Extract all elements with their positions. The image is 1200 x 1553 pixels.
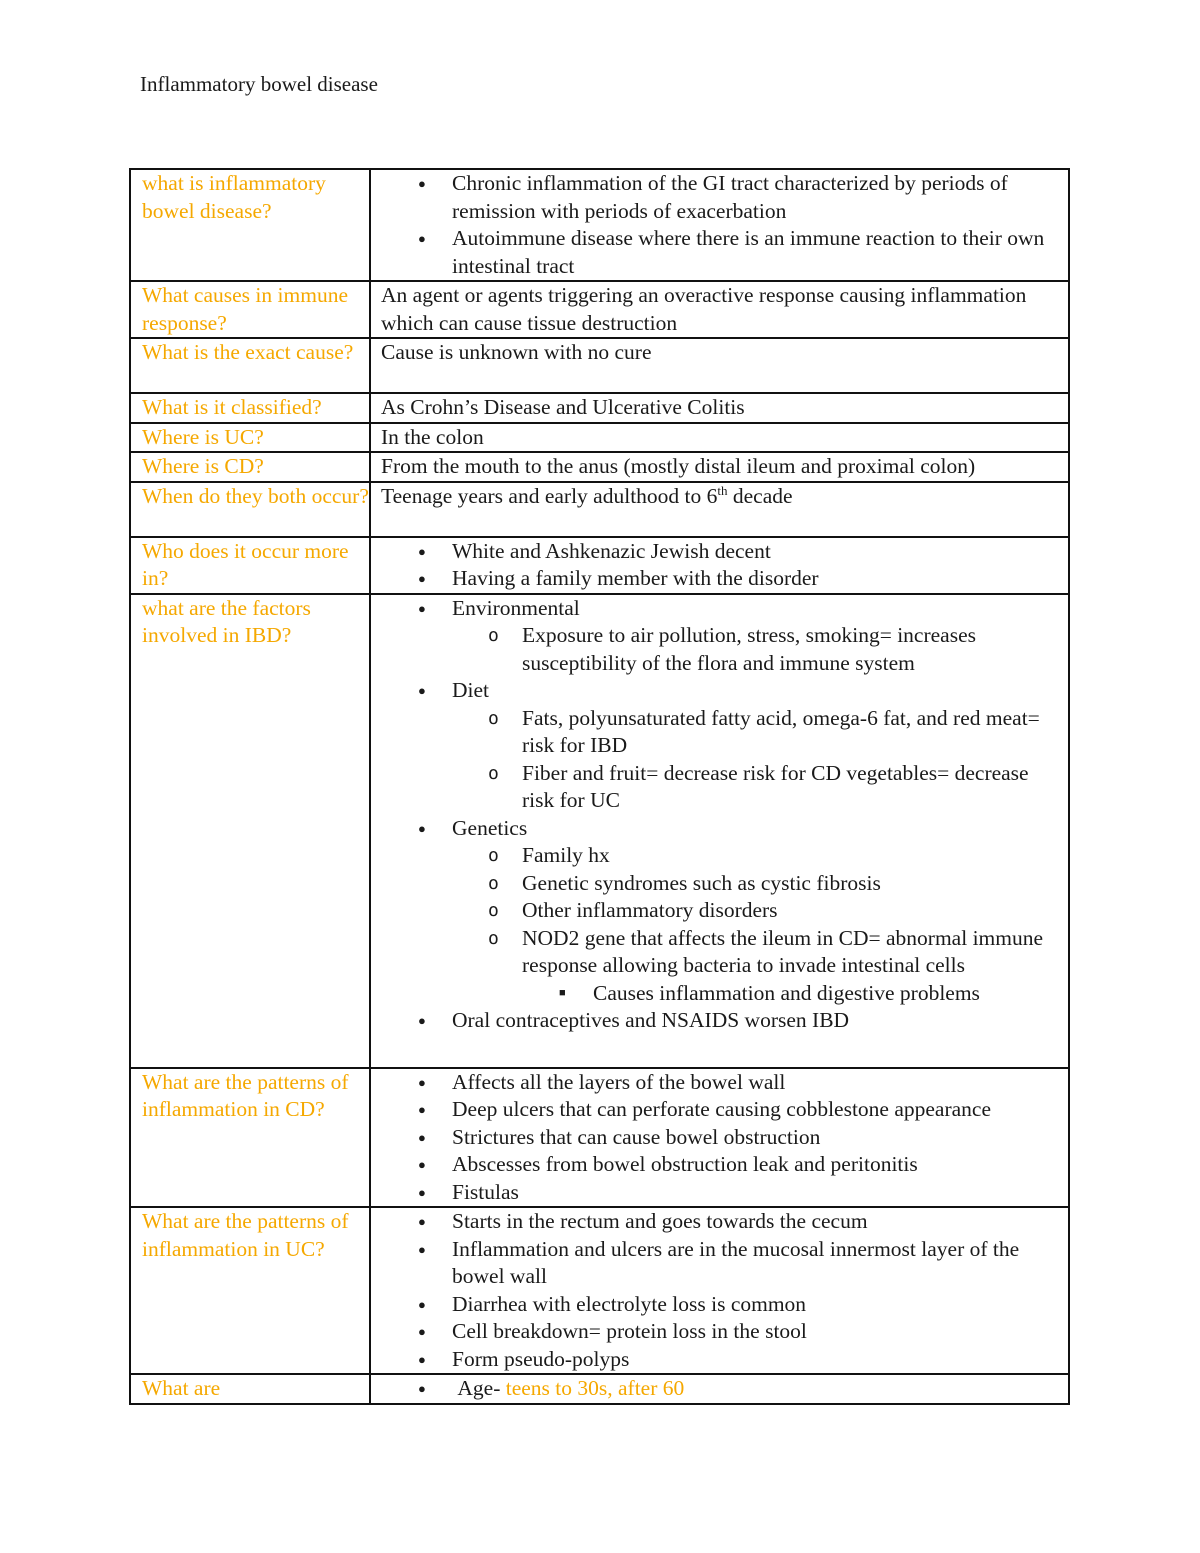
list-item: ● Oral contraceptives and NSAIDS worsen IBD	[381, 1007, 1060, 1035]
ibd-notes-table	[129, 168, 1070, 1405]
question-cell: What is the exact cause?	[130, 338, 370, 393]
list-item: o Exposure to air pollution, stress, smoking= increases susceptibility of the flora and immune system	[381, 622, 1060, 677]
list-item: ● Age- teens to 30s, after 60	[381, 1375, 1060, 1403]
table-row	[130, 169, 1069, 281]
table-row	[130, 537, 1069, 594]
list-item: ● Having a family member with the disorder	[381, 565, 1060, 593]
answer-cell: From the mouth to the anus (mostly distal ileum and proximal colon)	[370, 452, 1069, 482]
question-cell: What are	[130, 1374, 370, 1404]
answer-cell: In the colon	[370, 423, 1069, 453]
answer-cell	[370, 537, 1069, 594]
answer-cell	[370, 1374, 1069, 1404]
list-item: ■ Causes inflammation and digestive problems	[381, 980, 1060, 1008]
list-item: ● Strictures that can cause bowel obstruction	[381, 1124, 1060, 1152]
table-row	[130, 482, 1069, 537]
table-row	[130, 338, 1069, 393]
table-row	[130, 423, 1069, 453]
answer-cell	[370, 169, 1069, 281]
list-item: ● Diarrhea with electrolyte loss is common	[381, 1291, 1060, 1319]
question-cell: What causes in immune response?	[130, 281, 370, 338]
list-item: ● Environmental o Exposure to air pollution, stress, smoking= increases susceptibility of the flora and immune system	[381, 595, 1060, 678]
list-item: ● Abscesses from bowel obstruction leak and peritonitis	[381, 1151, 1060, 1179]
table-row	[130, 1374, 1069, 1404]
question-cell: what are the factors involved in IBD?	[130, 594, 370, 1068]
document-title: Inflammatory bowel disease	[140, 72, 378, 96]
question-cell: Where is CD?	[130, 452, 370, 482]
list-item: ● Affects all the layers of the bowel wall	[381, 1069, 1060, 1097]
question-cell: Who does it occur more in?	[130, 537, 370, 594]
list-item: o Family hx	[381, 842, 1060, 870]
list-item: o NOD2 gene that affects the ileum in CD= abnormal immune response allowing bacteria to invade intestinal cells ■ Causes inflammation and digestive problems	[381, 925, 1060, 1008]
question-cell: What are the patterns of inflammation in UC?	[130, 1207, 370, 1374]
question-cell: Where is UC?	[130, 423, 370, 453]
list-item: ● Form pseudo-polyps	[381, 1346, 1060, 1374]
list-item: ● Inflammation and ulcers are in the mucosal innermost layer of the bowel wall	[381, 1236, 1060, 1291]
table-row	[130, 452, 1069, 482]
list-item: ● Cell breakdown= protein loss in the stool	[381, 1318, 1060, 1346]
answer-cell: An agent or agents triggering an overactive response causing inflammation which can cause tissue destruction	[370, 281, 1069, 338]
list-item: ● Chronic inflammation of the GI tract characterized by periods of remission with periods of exacerbation	[381, 170, 1060, 225]
question-cell: What is it classified?	[130, 393, 370, 423]
list-item: ● Autoimmune disease where there is an immune reaction to their own intestinal tract	[381, 225, 1060, 280]
list-item: o Genetic syndromes such as cystic fibrosis	[381, 870, 1060, 898]
answer-cell: As Crohn’s Disease and Ulcerative Colitis	[370, 393, 1069, 423]
table-row	[130, 281, 1069, 338]
list-item: ● White and Ashkenazic Jewish decent	[381, 538, 1060, 566]
table-row	[130, 393, 1069, 423]
question-cell: What are the patterns of inflammation in CD?	[130, 1068, 370, 1208]
answer-cell	[370, 1068, 1069, 1208]
list-item: ● Diet o Fats, polyunsaturated fatty acid, omega-6 fat, and red meat= risk for IBD o Fiber and fruit= decrease risk for CD vegetables= decrease risk for UC	[381, 677, 1060, 815]
list-item: o Fiber and fruit= decrease risk for CD vegetables= decrease risk for UC	[381, 760, 1060, 815]
table-row	[130, 1068, 1069, 1208]
list-item: o Other inflammatory disorders	[381, 897, 1060, 925]
answer-cell: Teenage years and early adulthood to 6th decade	[370, 482, 1069, 537]
answer-cell	[370, 594, 1069, 1068]
answer-cell: Cause is unknown with no cure	[370, 338, 1069, 393]
table-row	[130, 1207, 1069, 1374]
list-item: o Fats, polyunsaturated fatty acid, omega-6 fat, and red meat= risk for IBD	[381, 705, 1060, 760]
list-item: ● Genetics o Family hx o Genetic syndromes such as cystic fibrosis o Other inflammatory disorders o NOD2 gene that affects the ileum in CD= abnormal immune response allowing bacteria to invade intestinal cells ■ Causes inflammation and digestive problems	[381, 815, 1060, 1008]
list-item: ● Fistulas	[381, 1179, 1060, 1207]
list-item: ● Starts in the rectum and goes towards the cecum	[381, 1208, 1060, 1236]
list-item: ● Deep ulcers that can perforate causing cobblestone appearance	[381, 1096, 1060, 1124]
question-cell: When do they both occur?	[130, 482, 370, 537]
question-cell: what is inflammatory bowel disease?	[130, 169, 370, 281]
table-row	[130, 594, 1069, 1068]
answer-cell	[370, 1207, 1069, 1374]
